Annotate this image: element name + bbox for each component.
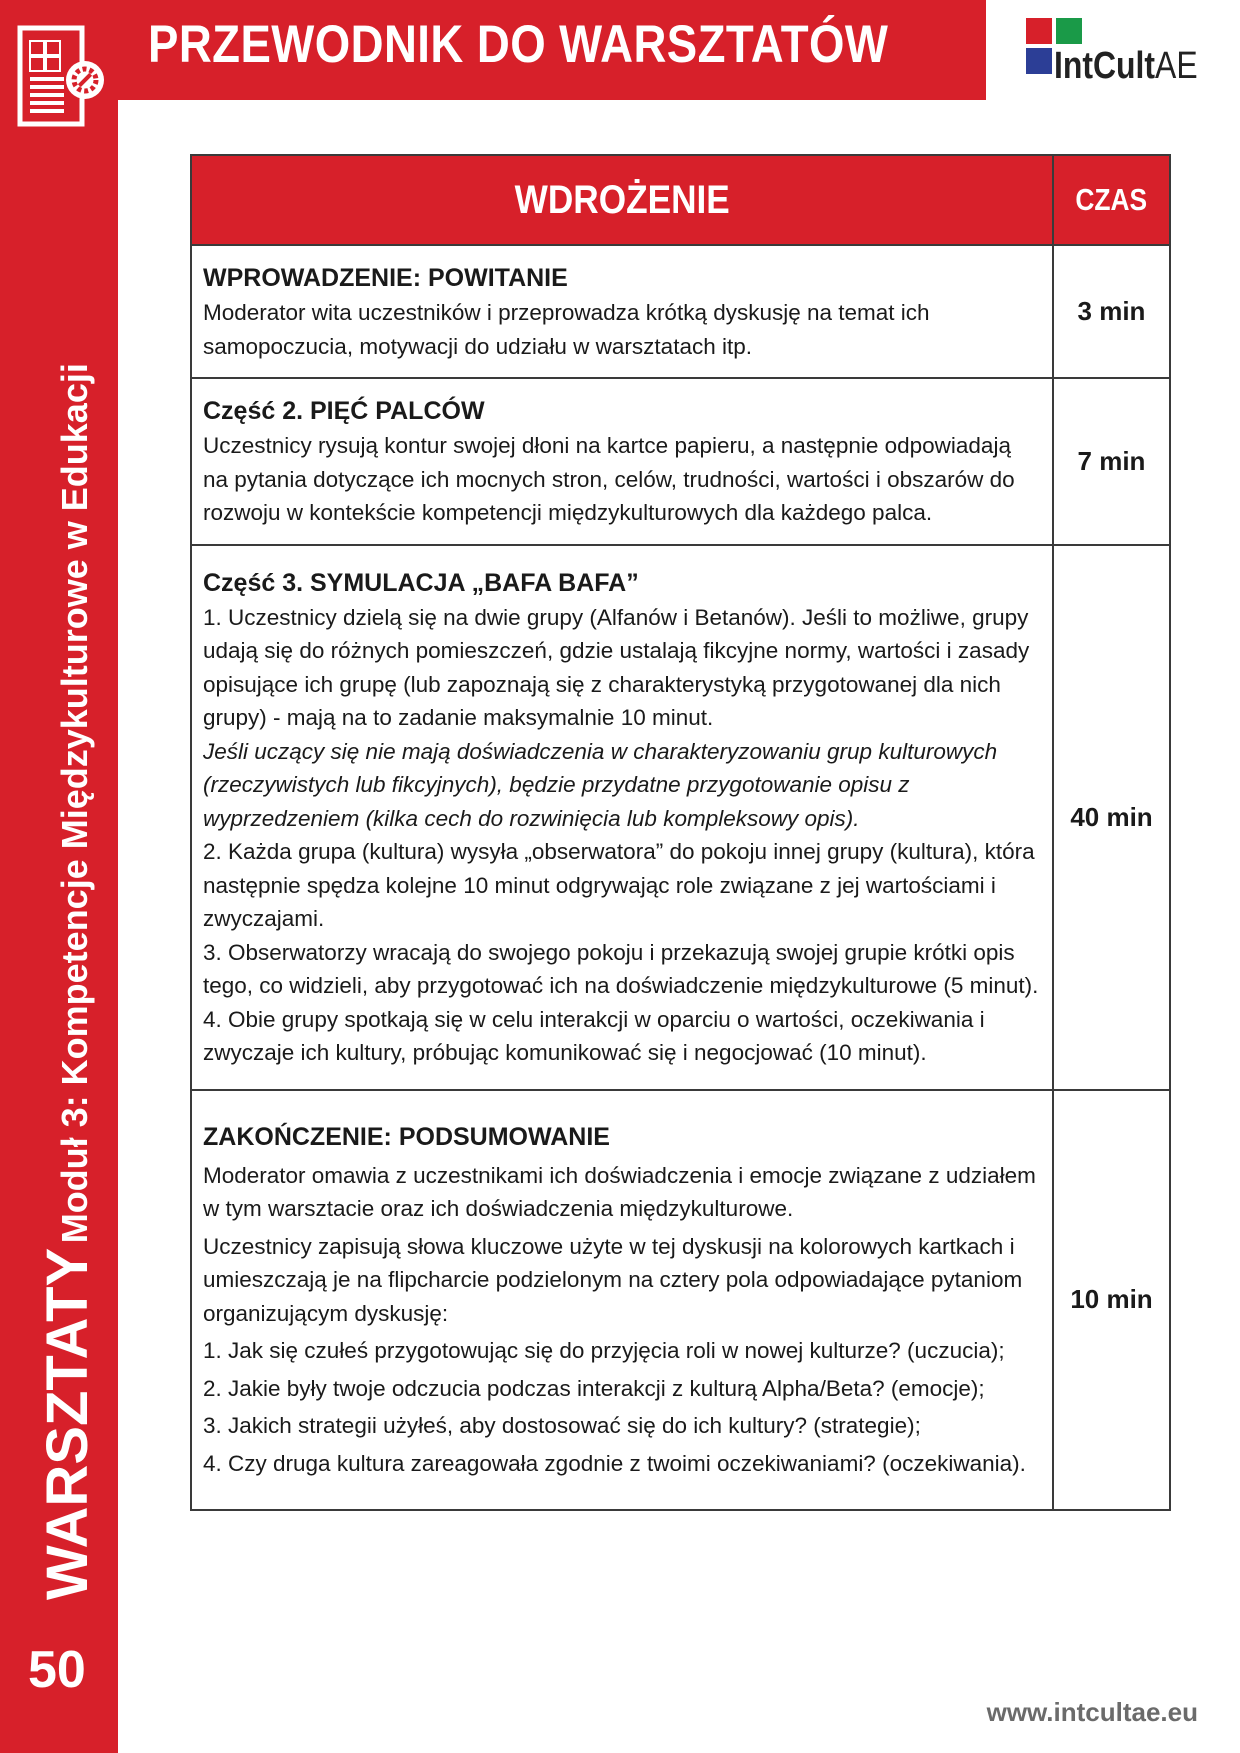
row-time: 40 min — [1053, 545, 1170, 1090]
question-item: 1. Jak się czułeś przygotowując się do przyjęcia roli w nowej kulturze? (uczucia); — [203, 1338, 1005, 1364]
row-content — [191, 378, 1053, 545]
row-title: WPROWADZENIE: POWITANIE — [203, 264, 568, 292]
website-link[interactable]: www.intcultae.eu — [986, 1697, 1198, 1727]
logo-face-blue-icon — [1026, 48, 1052, 74]
row-paragraph: Moderator omawia z uczestnikami ich doświadczenia i emocje związane z udziałem w tym warsztacie oraz ich doświadczenia międzykulturowe. — [203, 1162, 1036, 1222]
row-paragraph: 2. Każda grupa (kultura) wysyła „obserwatora” do pokoju innej grupy (kultura), która następnie spędza kolejne 10 minut odgrywając role związane z jej wartościami i zwyczajami. — [203, 839, 1035, 931]
sidebar-module-label — [34, 363, 101, 1600]
row-paragraph: 3. Obserwatorzy wracają do swojego pokoju i przekazują swojej grupie krótki opis tego, co widzieli, aby przygotować ich na doświadczenie międzykulturowe (5 minut). — [203, 939, 1039, 998]
question-item: 3. Jakich strategii użyłeś, aby dostosować się do ich kultury? (strategie); — [203, 1413, 921, 1439]
row-paragraph: Moderator wita uczestników i przeprowadza krótką dyskusję na temat ich samopoczucia, motywacji do udziału w warsztatach itp. — [203, 300, 930, 359]
workshop-guide-icon — [17, 25, 105, 129]
row-paragraph: 1. Uczestnicy dzielą się na dwie grupy (Alfanów i Betanów). Jeśli to możliwe, grupy udają się do różnych pomieszczeń, gdzie ustalają fikcyjne normy, wartości i zasady opisujące ich grupę (lub zapoznają się z charakterystyką przygotowanej dla nich grupy) - mają na to zadanie maksymalnie 10 minut. — [203, 604, 1030, 730]
row-title: Część 2. PIĘĆ PALCÓW — [203, 397, 485, 425]
workshop-plan-table — [190, 154, 1171, 1511]
row-content — [191, 1090, 1053, 1510]
row-paragraph: 4. Obie grupy spotkają się w celu interakcji w oparciu o wartości, oczekiwania i zwyczaje ich kultury, próbując komunikować się i negocjować (10 minut). — [203, 1006, 985, 1065]
intcultae-logo — [1026, 18, 1206, 88]
logo-face-green-icon — [1056, 18, 1082, 44]
table-row — [191, 1090, 1170, 1510]
table-row — [191, 378, 1170, 545]
row-title: Część 3. SYMULACJA „BAFA BAFA” — [203, 568, 639, 597]
table-row — [191, 245, 1170, 378]
page-number: 50 — [28, 1641, 86, 1699]
series-label: WARSZTATY — [35, 1247, 100, 1600]
row-note: Jeśli uczący się nie mają doświadczenia w charakteryzowaniu grup kulturowych (rzeczywistych lub fikcyjnych), będzie przydatne przygotowanie opisu z wyprzedzeniem (kilka cech do rozwinięcia lub kompleksowy opis). — [203, 738, 998, 831]
row-title: ZAKOŃCZENIE: PODSUMOWANIE — [203, 1122, 610, 1151]
row-paragraph: Uczestnicy zapisują słowa kluczowe użyte w tej dyskusji na kolorowych kartkach i umieszczają je na flipcharcie podzielonym na cztery pola odpowiadające pytaniom organizującym dyskusję: — [203, 1233, 1023, 1326]
row-time: 7 min — [1053, 378, 1170, 545]
table-header-row — [191, 155, 1170, 245]
row-content — [191, 245, 1053, 378]
module-label: Moduł 3: Kompetencje Międzykulturowe w Edukacji — [54, 363, 95, 1244]
header-time: CZAS — [1053, 155, 1170, 245]
table-row — [191, 545, 1170, 1090]
page-title: PRZEWODNIK DO WARSZTATÓW — [148, 15, 889, 74]
logo-wordmark: IntCultAE — [1054, 45, 1198, 87]
header-implementation: WDROŻENIE — [191, 155, 1053, 245]
row-paragraph: Uczestnicy rysują kontur swojej dłoni na kartce papieru, a następnie odpowiadają na pytania dotyczące ich mocnych stron, celów, trudności, wartości i obszarów do rozwoju w kontekście kompetencji międzykulturowych dla każdego palca. — [203, 433, 1015, 525]
question-item: 2. Jakie były twoje odczucia podczas interakcji z kulturą Alpha/Beta? (emocje); — [203, 1375, 985, 1401]
question-item: 4. Czy druga kultura zareagowała zgodnie z twoimi oczekiwaniami? (oczekiwania). — [203, 1450, 1026, 1476]
row-content — [191, 545, 1053, 1090]
row-time: 3 min — [1053, 245, 1170, 378]
row-time: 10 min — [1053, 1090, 1170, 1510]
logo-face-red-icon — [1026, 18, 1052, 44]
